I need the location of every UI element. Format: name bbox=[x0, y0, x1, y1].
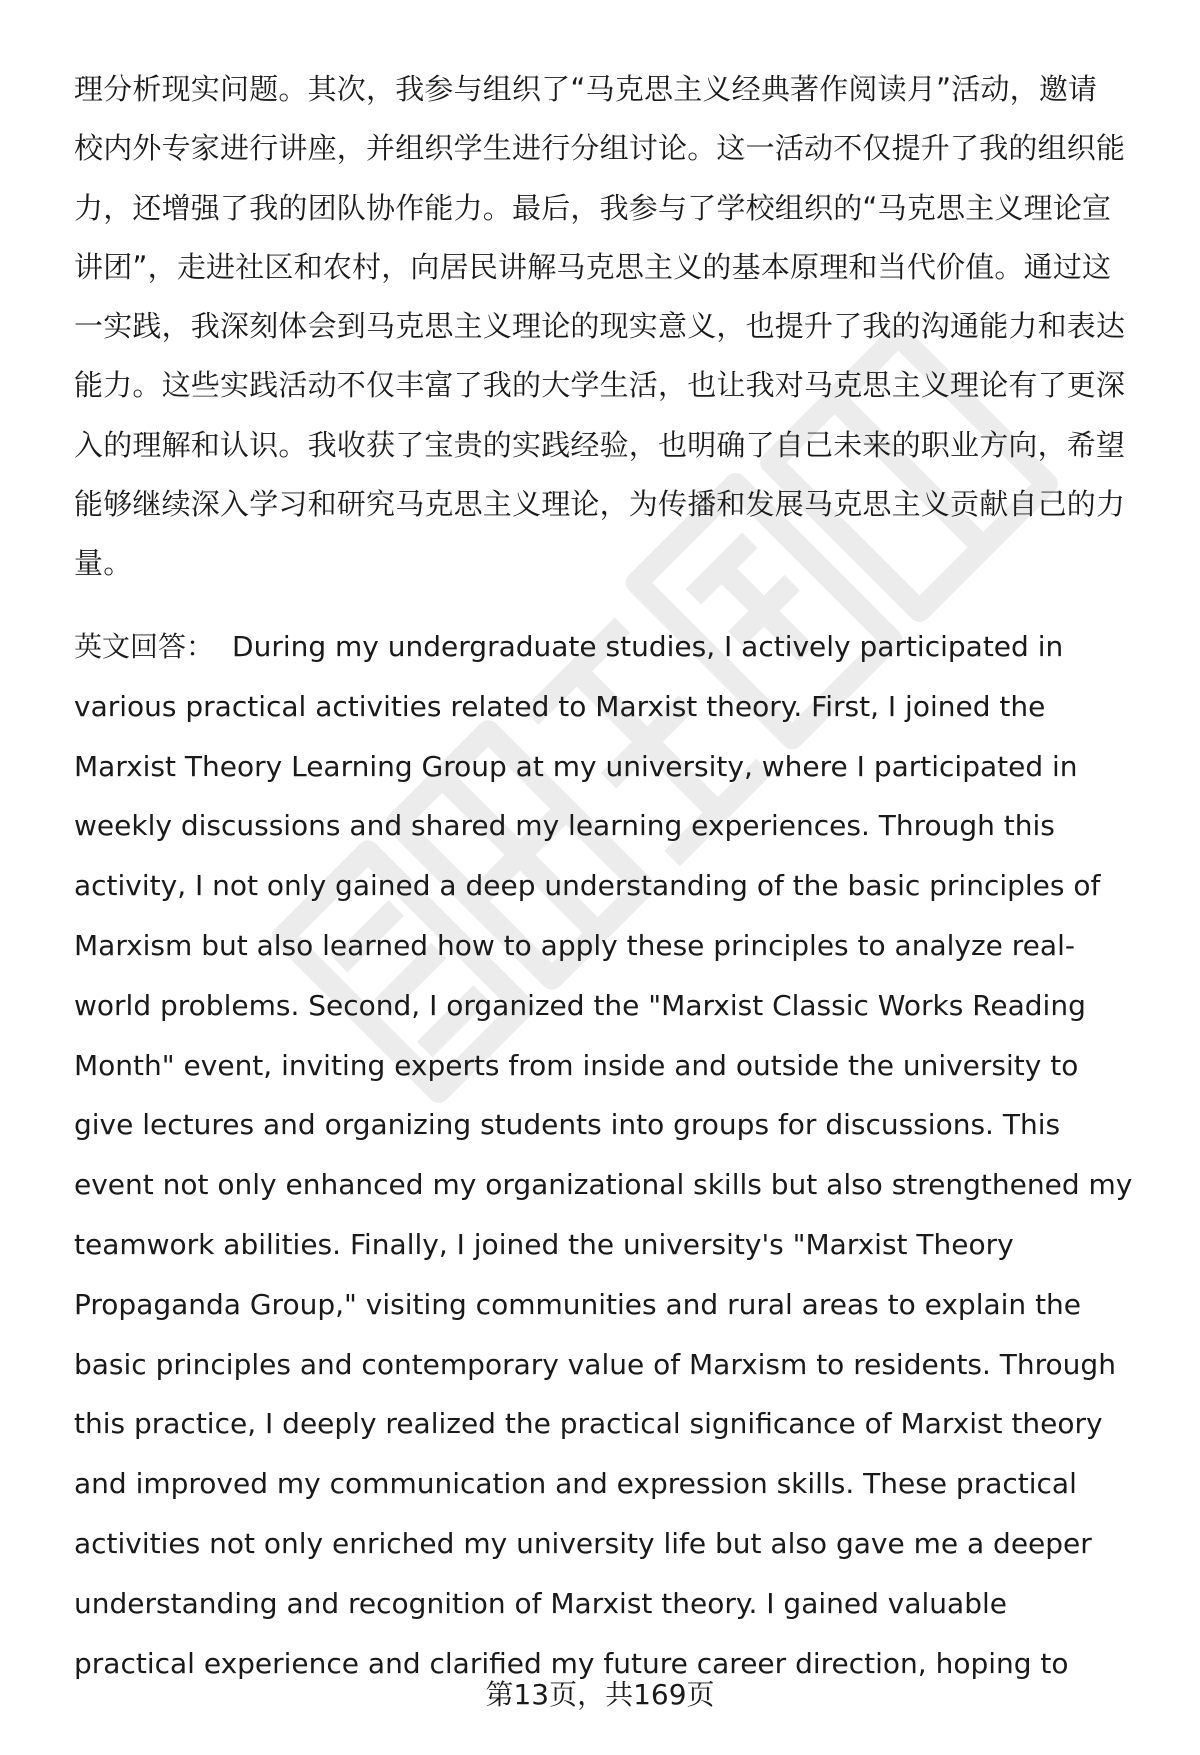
text-line: 讲团”，走进社区和农村，向居民讲解马克思主义的基本原理和当代价值。通过这 bbox=[74, 249, 1112, 284]
text-line: 校内外专家进行讲座，并组织学生进行分组讨论。这一活动不仅提升了我的组织能 bbox=[74, 131, 1126, 166]
page-number: 第13页，共169页 bbox=[485, 1678, 715, 1711]
text-line: 入的理解和认识。我收获了宝贵的实践经验，也明确了自己未来的职业方向，希望 bbox=[74, 427, 1126, 462]
text-line: weekly discussions and shared my learning experiences. Through this bbox=[74, 809, 1055, 843]
text-line: Marxism but also learned how to apply these principles to analyze real- bbox=[74, 928, 1075, 962]
text-line: 量。 bbox=[74, 546, 133, 581]
text-line: various practical activities related to Marxist theory. First, I joined the bbox=[74, 689, 1046, 723]
english-answer-paragraph bbox=[74, 617, 1154, 1693]
text-line: understanding and recognition of Marxist theory. I gained valuable bbox=[74, 1586, 1007, 1620]
text-line: Marxist Theory Learning Group at my university, where I participated in bbox=[74, 749, 1078, 783]
text-line: Propaganda Group," visiting communities and rural areas to explain the bbox=[74, 1287, 1082, 1321]
text-line: 理分析现实问题。其次，我参与组织了“马克思主义经典著作阅读月”活动，邀请 bbox=[74, 72, 1098, 106]
chinese-answer-paragraph bbox=[74, 60, 1154, 594]
text-line-content: During my undergraduate studies, I actively participated in bbox=[232, 630, 1064, 663]
english-answer-label: 英文回答： bbox=[74, 630, 215, 663]
text-line: this practice, I deeply realized the practical significance of Marxist theory bbox=[74, 1407, 1103, 1441]
text-line: 能够继续深入学习和研究马克思主义理论，为传播和发展马克思主义贡献自己的力 bbox=[74, 487, 1126, 522]
text-line: activities not only enriched my university life but also gave me a deeper bbox=[74, 1526, 1092, 1560]
text-line: basic principles and contemporary value of Marxism to residents. Through bbox=[74, 1347, 1116, 1381]
text-line: teamwork abilities. Finally, I joined the university's "Marxist Theory bbox=[74, 1227, 1014, 1261]
text-line: 力，还增强了我的团队协作能力。最后，我参与了学校组织的“马克思主义理论宣 bbox=[74, 190, 1112, 225]
text-line: and improved my communication and expression skills. These practical bbox=[74, 1467, 1077, 1501]
text-line: give lectures and organizing students into groups for discussions. This bbox=[74, 1108, 1061, 1142]
text-line: practical experience and clarified my future career direction, hoping to bbox=[74, 1646, 1069, 1680]
text-line bbox=[74, 617, 1154, 677]
text-line: 能力。这些实践活动不仅丰富了我的大学生活，也让我对马克思主义理论有了更深 bbox=[74, 368, 1126, 403]
text-line: 一实践，我深刻体会到马克思主义理论的现实意义，也提升了我的沟通能力和表达 bbox=[74, 309, 1126, 344]
text-line: activity, I not only gained a deep understanding of the basic principles of bbox=[74, 869, 1101, 903]
text-line: world problems. Second, I organized the "Marxist Classic Works Reading bbox=[74, 988, 1086, 1022]
text-line: event not only enhanced my organizational skills but also strengthened my bbox=[74, 1168, 1133, 1202]
text-line: Month" event, inviting experts from inside and outside the university to bbox=[74, 1048, 1079, 1082]
